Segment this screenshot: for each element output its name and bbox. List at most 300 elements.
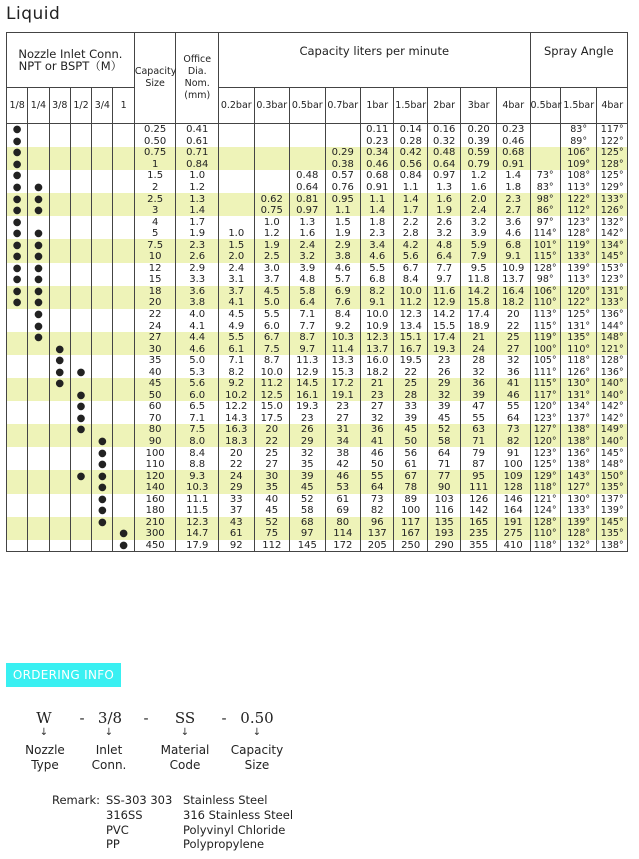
flow-cell: 11.8 xyxy=(461,274,497,286)
flow-cell: 1.6 xyxy=(461,182,497,194)
inlet-dot: ● xyxy=(92,482,113,494)
table-row xyxy=(7,251,628,263)
flow-cell: 95 xyxy=(461,470,497,482)
inlet-dot xyxy=(70,309,91,321)
table-row xyxy=(7,482,628,494)
angle-cell: 120° xyxy=(530,401,560,413)
flow-cell: 137 xyxy=(361,528,394,540)
flow-cell: 7.6 xyxy=(325,297,361,309)
flow-cell: 19.5 xyxy=(394,355,427,367)
inlet-dot: ● xyxy=(28,228,49,240)
inlet-dot xyxy=(7,332,28,344)
flow-cell: 1.6 xyxy=(427,193,460,205)
angle-cell xyxy=(530,136,560,148)
flow-cell: 0.11 xyxy=(361,124,394,136)
angle-cell: 139° xyxy=(560,517,597,529)
inlet-dot xyxy=(92,309,113,321)
inlet-dot xyxy=(113,401,134,413)
remark-code: PP xyxy=(106,837,120,851)
capacity-size-cell: 2 xyxy=(134,182,176,194)
flow-cell: 12.9 xyxy=(427,297,460,309)
table-row xyxy=(7,309,628,321)
orifice-cell: 8.8 xyxy=(176,459,219,471)
inlet-dot xyxy=(92,343,113,355)
flow-cell: 29 xyxy=(290,436,326,448)
flow-cell: 0.62 xyxy=(254,193,290,205)
angle-cell: 133° xyxy=(560,251,597,263)
angle-cell: 106° xyxy=(560,147,597,159)
angle-cell: 101° xyxy=(530,239,560,251)
flow-cell: 3.9 xyxy=(290,263,326,275)
remark-desc: Stainless Steel xyxy=(183,793,268,807)
angle-cell: 130° xyxy=(560,378,597,390)
table-row xyxy=(7,193,628,205)
flow-cell: 235 xyxy=(461,528,497,540)
remark-desc: 316 Stainless Steel xyxy=(183,808,294,822)
flow-cell: 12.2 xyxy=(219,401,255,413)
flow-cell: 33 xyxy=(219,494,255,506)
inlet-dot xyxy=(49,239,70,251)
inlet-dot: ● xyxy=(92,517,113,529)
inlet-dot xyxy=(28,136,49,148)
inlet-dot: ● xyxy=(113,528,134,540)
capacity-size-cell: 45 xyxy=(134,378,176,390)
flow-cell: 19.3 xyxy=(427,343,460,355)
angle-cell: 148° xyxy=(597,332,628,344)
header-pressure: 1.5bar xyxy=(394,88,427,124)
flow-cell: 8.4 xyxy=(325,309,361,321)
inlet-dot xyxy=(70,147,91,159)
inlet-dot: ● xyxy=(7,286,28,298)
flow-cell: 0.16 xyxy=(427,124,460,136)
inlet-dot xyxy=(7,540,28,552)
flow-cell: 2.4 xyxy=(461,205,497,217)
flow-cell: 21 xyxy=(461,332,497,344)
flow-cell: 52 xyxy=(254,517,290,529)
caption-l1: Material xyxy=(160,743,210,757)
flow-cell: 19.1 xyxy=(325,390,361,402)
table-row xyxy=(7,136,628,148)
flow-cell: 45 xyxy=(427,413,460,425)
orifice-cell: 2.9 xyxy=(176,263,219,275)
table-row xyxy=(7,459,628,471)
capacity-size-cell: 210 xyxy=(134,517,176,529)
table-row xyxy=(7,424,628,436)
angle-cell: 133° xyxy=(560,505,597,517)
angle-cell: 83° xyxy=(530,182,560,194)
angle-cell: 125° xyxy=(597,147,628,159)
flow-cell: 0.48 xyxy=(427,147,460,159)
header-orifice-l2: Dia. Nom. xyxy=(184,66,210,89)
header-capacity-lpm: Capacity liters per minute xyxy=(219,33,531,88)
angle-cell: 132° xyxy=(560,540,597,552)
flow-cell: 77 xyxy=(427,470,460,482)
header-capacity-size xyxy=(134,33,176,124)
flow-cell: 1.4 xyxy=(496,170,530,182)
flow-cell: 12.9 xyxy=(290,366,326,378)
inlet-dot xyxy=(70,159,91,171)
angle-cell: 127° xyxy=(560,482,597,494)
angle-cell: 118° xyxy=(530,540,560,552)
flow-cell: 142 xyxy=(461,505,497,517)
flow-cell: 1.1 xyxy=(361,193,394,205)
capacity-size-cell: 27 xyxy=(134,332,176,344)
capacity-size-cell: 110 xyxy=(134,459,176,471)
angle-cell xyxy=(530,159,560,171)
capacity-size-cell: 140 xyxy=(134,482,176,494)
inlet-dot: ● xyxy=(49,378,70,390)
capacity-size-cell: 3 xyxy=(134,205,176,217)
flow-cell: 23 xyxy=(427,355,460,367)
table-row xyxy=(7,378,628,390)
angle-cell: 142° xyxy=(597,413,628,425)
inlet-dot xyxy=(113,390,134,402)
angle-cell: 115° xyxy=(530,320,560,332)
flow-cell: 71 xyxy=(427,459,460,471)
inlet-dot xyxy=(92,332,113,344)
flow-cell: 6.8 xyxy=(361,274,394,286)
capacity-size-cell: 450 xyxy=(134,540,176,552)
flow-cell: 50 xyxy=(361,459,394,471)
orifice-cell: 1.4 xyxy=(176,205,219,217)
flow-cell: 0.68 xyxy=(361,170,394,182)
flow-cell: 0.79 xyxy=(461,159,497,171)
arrow-down-icon: ↓ xyxy=(104,727,114,738)
flow-cell: 96 xyxy=(361,517,394,529)
flow-cell: 3.6 xyxy=(496,216,530,228)
inlet-dot xyxy=(92,136,113,148)
capacity-size-cell: 5 xyxy=(134,228,176,240)
inlet-dot xyxy=(49,124,70,136)
flow-cell xyxy=(219,124,255,136)
inlet-dot xyxy=(92,159,113,171)
flow-cell: 6.9 xyxy=(325,286,361,298)
flow-cell: 53 xyxy=(325,482,361,494)
flow-cell: 164 xyxy=(496,505,530,517)
inlet-dot xyxy=(113,216,134,228)
inlet-dot xyxy=(113,136,134,148)
flow-cell: 0.34 xyxy=(361,147,394,159)
inlet-dot xyxy=(49,528,70,540)
flow-cell: 46 xyxy=(325,470,361,482)
flow-cell: 17.4 xyxy=(427,332,460,344)
capacity-size-cell: 20 xyxy=(134,297,176,309)
inlet-dot: ● xyxy=(28,309,49,321)
flow-cell: 0.38 xyxy=(325,159,361,171)
flow-cell: 0.97 xyxy=(290,205,326,217)
flow-cell: 64 xyxy=(361,482,394,494)
angle-cell: 140° xyxy=(597,390,628,402)
inlet-dot xyxy=(92,401,113,413)
inlet-dot xyxy=(92,205,113,217)
flow-cell: 10.0 xyxy=(254,366,290,378)
flow-cell: 45 xyxy=(254,505,290,517)
inlet-dot xyxy=(113,147,134,159)
flow-cell: 2.3 xyxy=(496,193,530,205)
capacity-size-cell: 10 xyxy=(134,251,176,263)
inlet-dot xyxy=(92,297,113,309)
angle-cell: 131° xyxy=(597,286,628,298)
header-pressure: 3bar xyxy=(461,88,497,124)
angle-cell: 97° xyxy=(530,216,560,228)
flow-cell: 13.4 xyxy=(394,320,427,332)
table-row xyxy=(7,413,628,425)
orifice-cell: 2.6 xyxy=(176,251,219,263)
angle-cell: 123° xyxy=(530,413,560,425)
inlet-dot xyxy=(92,170,113,182)
flow-cell: 0.68 xyxy=(496,147,530,159)
flow-cell: 75 xyxy=(254,528,290,540)
angle-cell: 100° xyxy=(530,343,560,355)
inlet-dot xyxy=(70,378,91,390)
flow-cell: 0.91 xyxy=(496,159,530,171)
inlet-dot xyxy=(28,355,49,367)
inlet-dot: ● xyxy=(7,274,28,286)
inlet-dot xyxy=(28,424,49,436)
flow-cell: 145 xyxy=(290,540,326,552)
angle-cell: 142° xyxy=(597,401,628,413)
flow-cell: 13.7 xyxy=(361,343,394,355)
flow-cell: 37 xyxy=(219,505,255,517)
flow-cell: 1.1 xyxy=(394,182,427,194)
inlet-dot xyxy=(28,517,49,529)
flow-cell xyxy=(290,136,326,148)
orifice-cell: 8.4 xyxy=(176,447,219,459)
flow-cell: 290 xyxy=(427,540,460,552)
angle-cell: 135° xyxy=(597,528,628,540)
inlet-dot xyxy=(49,401,70,413)
flow-cell: 29 xyxy=(427,378,460,390)
flow-cell: 34 xyxy=(325,436,361,448)
flow-cell: 7.1 xyxy=(290,309,326,321)
angle-cell: 136° xyxy=(597,366,628,378)
flow-cell: 26 xyxy=(290,424,326,436)
flow-cell: 17.5 xyxy=(254,413,290,425)
flow-cell: 13.3 xyxy=(325,355,361,367)
angle-cell: 128° xyxy=(530,517,560,529)
header-capacity-size-l1: Capacity xyxy=(134,66,177,77)
inlet-dot xyxy=(113,470,134,482)
angle-cell: 135° xyxy=(560,332,597,344)
inlet-dot xyxy=(7,320,28,332)
angle-cell: 121° xyxy=(530,494,560,506)
capacity-size-cell: 24 xyxy=(134,320,176,332)
table-row xyxy=(7,494,628,506)
flow-cell: 8.2 xyxy=(361,286,394,298)
inlet-dot xyxy=(92,390,113,402)
flow-cell: 111 xyxy=(461,482,497,494)
flow-cell: 3.7 xyxy=(219,286,255,298)
flow-cell: 250 xyxy=(394,540,427,552)
header-pressure: 4bar xyxy=(496,88,530,124)
inlet-dot xyxy=(113,159,134,171)
flow-cell: 7.5 xyxy=(254,343,290,355)
inlet-dot xyxy=(49,263,70,275)
flow-cell: 103 xyxy=(427,494,460,506)
flow-cell: 32 xyxy=(496,355,530,367)
orifice-cell: 11.5 xyxy=(176,505,219,517)
inlet-dot xyxy=(113,332,134,344)
flow-cell: 100 xyxy=(394,505,427,517)
inlet-dot xyxy=(28,459,49,471)
flow-cell: 82 xyxy=(361,505,394,517)
flow-cell: 0.23 xyxy=(361,136,394,148)
angle-cell: 140° xyxy=(597,436,628,448)
inlet-dot xyxy=(113,355,134,367)
flow-cell: 22 xyxy=(254,436,290,448)
inlet-dot xyxy=(70,205,91,217)
caption-l2: Size xyxy=(244,758,270,772)
arrow-down-icon: ↓ xyxy=(252,727,262,738)
inlet-dot xyxy=(113,447,134,459)
inlet-dot xyxy=(49,413,70,425)
flow-cell: 35 xyxy=(290,459,326,471)
flow-cell xyxy=(254,159,290,171)
flow-cell: 1.4 xyxy=(361,205,394,217)
flow-cell xyxy=(325,136,361,148)
flow-cell: 2.3 xyxy=(361,228,394,240)
flow-cell: 20 xyxy=(254,424,290,436)
table-row xyxy=(7,517,628,529)
flow-cell: 16.1 xyxy=(290,390,326,402)
flow-cell: 32 xyxy=(427,390,460,402)
flow-cell: 2.9 xyxy=(325,239,361,251)
header-inlet-size: 1/8 xyxy=(7,88,28,124)
flow-cell: 36 xyxy=(496,366,530,378)
flow-cell: 9.1 xyxy=(496,251,530,263)
angle-cell: 83° xyxy=(560,124,597,136)
flow-cell xyxy=(219,216,255,228)
orifice-cell: 2.3 xyxy=(176,239,219,251)
flow-cell: 4.6 xyxy=(325,263,361,275)
flow-cell: 11.6 xyxy=(427,286,460,298)
flow-cell: 25 xyxy=(394,378,427,390)
inlet-dot xyxy=(92,251,113,263)
header-pressure: 0.7bar xyxy=(325,88,361,124)
inlet-dot: ● xyxy=(28,251,49,263)
flow-cell: 1.9 xyxy=(254,239,290,251)
flow-cell: 61 xyxy=(394,459,427,471)
orifice-cell: 11.1 xyxy=(176,494,219,506)
inlet-dot xyxy=(28,390,49,402)
angle-cell: 117° xyxy=(597,124,628,136)
angle-cell: 106° xyxy=(530,286,560,298)
flow-cell: 5.8 xyxy=(290,286,326,298)
inlet-dot xyxy=(113,424,134,436)
angle-cell: 126° xyxy=(597,205,628,217)
inlet-dot xyxy=(92,274,113,286)
capacity-size-cell: 30 xyxy=(134,343,176,355)
inlet-dot: ● xyxy=(49,366,70,378)
flow-cell: 10.3 xyxy=(325,332,361,344)
flow-cell: 23 xyxy=(361,390,394,402)
inlet-dot xyxy=(70,494,91,506)
flow-cell xyxy=(219,147,255,159)
inlet-dot xyxy=(113,494,134,506)
header-inlet-size: 1 xyxy=(113,88,134,124)
flow-cell xyxy=(219,159,255,171)
header-spray-angle: Spray Angle xyxy=(530,33,627,88)
header-orifice-l3: (mm) xyxy=(184,90,211,101)
orifice-cell: 0.71 xyxy=(176,147,219,159)
inlet-dot xyxy=(28,413,49,425)
flow-cell: 4.9 xyxy=(219,320,255,332)
flow-cell: 36 xyxy=(461,378,497,390)
flow-cell: 78 xyxy=(394,482,427,494)
header-orifice-dia xyxy=(176,33,219,124)
inlet-dot xyxy=(49,193,70,205)
orifice-cell: 4.0 xyxy=(176,309,219,321)
header-inlet-size: 3/8 xyxy=(49,88,70,124)
flow-cell: 0.20 xyxy=(461,124,497,136)
inlet-dot xyxy=(92,182,113,194)
flow-cell: 0.95 xyxy=(325,193,361,205)
inlet-dot xyxy=(49,286,70,298)
caption-capacity-size xyxy=(212,743,302,773)
inlet-dot xyxy=(70,447,91,459)
angle-cell: 128° xyxy=(560,528,597,540)
flow-cell: 0.23 xyxy=(496,124,530,136)
header-capacity-size-l2: Size xyxy=(145,78,165,89)
flow-cell: 6.0 xyxy=(254,320,290,332)
inlet-dot xyxy=(113,182,134,194)
flow-cell: 9.7 xyxy=(427,274,460,286)
flow-cell: 2.4 xyxy=(290,239,326,251)
flow-cell: 15.3 xyxy=(325,366,361,378)
inlet-dot xyxy=(92,228,113,240)
inlet-dot: ● xyxy=(7,228,28,240)
flow-cell: 38 xyxy=(325,447,361,459)
caption-l2: Type xyxy=(31,758,59,772)
flow-cell: 58 xyxy=(427,436,460,448)
page-title: Liquid xyxy=(6,4,61,24)
table-row xyxy=(7,320,628,332)
remark-code: 316SS xyxy=(106,808,143,822)
angle-cell: 149° xyxy=(597,424,628,436)
flow-cell: 42 xyxy=(325,459,361,471)
flow-cell: 0.29 xyxy=(325,147,361,159)
flow-cell: 36 xyxy=(361,424,394,436)
inlet-dot xyxy=(49,136,70,148)
flow-cell: 5.9 xyxy=(461,239,497,251)
orifice-cell: 6.0 xyxy=(176,390,219,402)
flow-cell: 1.0 xyxy=(219,228,255,240)
inlet-dot xyxy=(113,320,134,332)
table-row xyxy=(7,182,628,194)
inlet-dot xyxy=(7,401,28,413)
inlet-dot xyxy=(70,355,91,367)
inlet-dot xyxy=(92,528,113,540)
angle-cell: 135° xyxy=(597,482,628,494)
inlet-dot xyxy=(70,436,91,448)
flow-cell: 205 xyxy=(361,540,394,552)
inlet-dot xyxy=(70,332,91,344)
flow-cell: 8.2 xyxy=(219,366,255,378)
flow-cell: 10.2 xyxy=(219,390,255,402)
angle-cell: 136° xyxy=(597,309,628,321)
flow-cell: 9.1 xyxy=(361,297,394,309)
code-separator: - xyxy=(143,709,149,727)
inlet-dot xyxy=(28,447,49,459)
remark-code: SS-303 303 xyxy=(106,793,173,807)
inlet-dot xyxy=(113,170,134,182)
inlet-dot xyxy=(49,436,70,448)
flow-cell: 126 xyxy=(461,494,497,506)
flow-cell: 30 xyxy=(254,470,290,482)
code-separator: - xyxy=(79,709,85,727)
flow-cell: 39 xyxy=(461,390,497,402)
flow-cell: 14.2 xyxy=(427,309,460,321)
